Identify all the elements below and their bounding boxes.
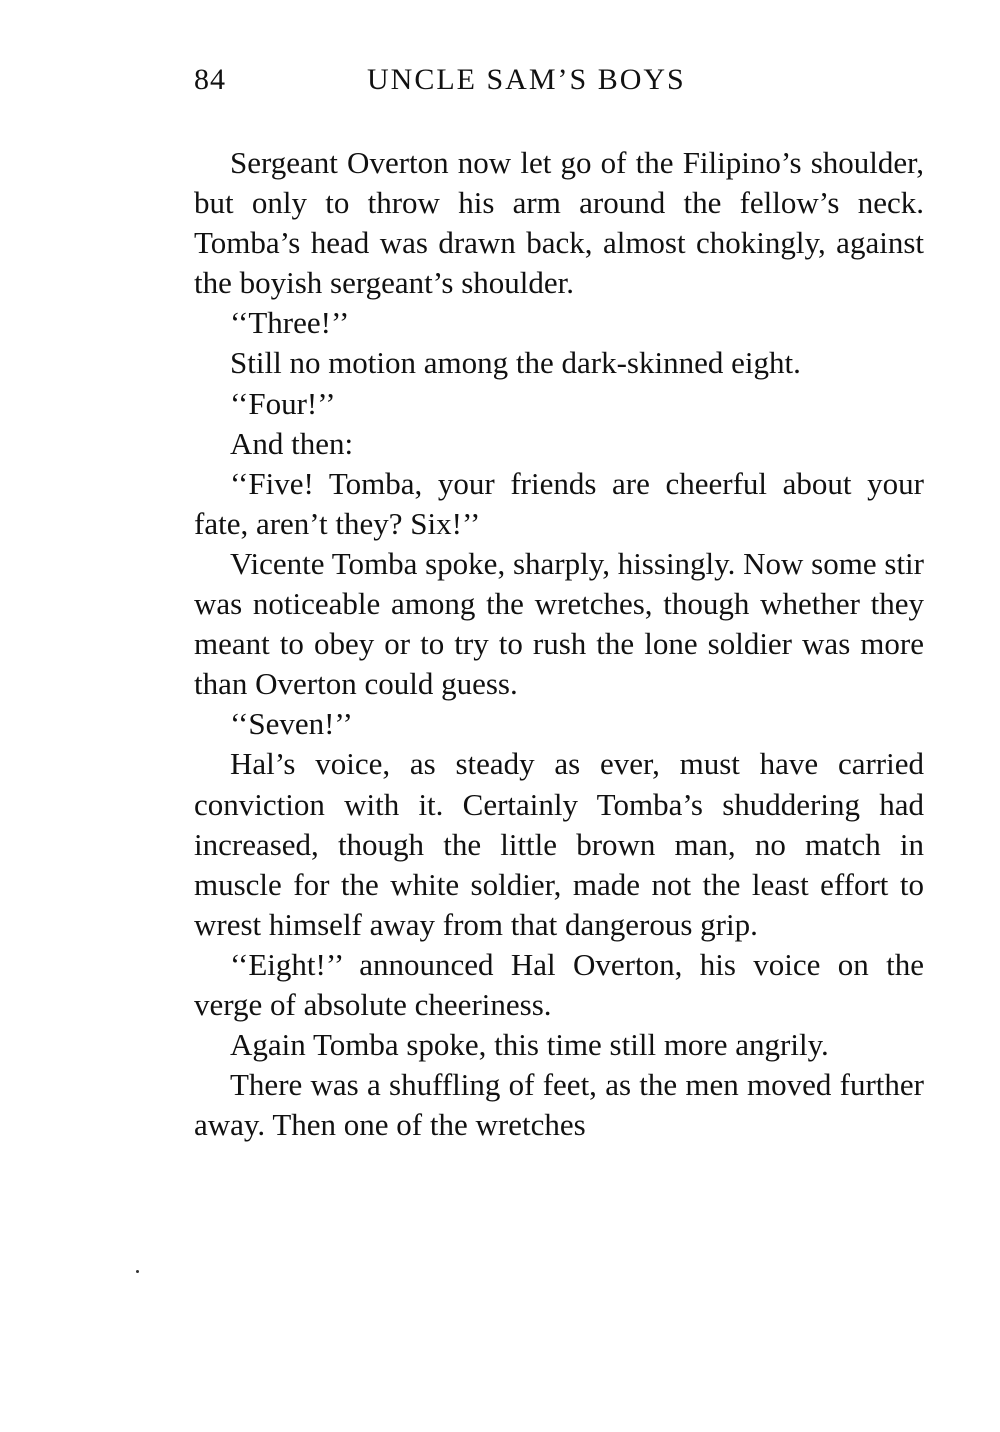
paragraph: Vicente Tomba spoke, sharply, hissingly. Now some stir was noticeable among the wretches, though whether they meant to obey or to try to rush the lone soldier was more than Overton could guess. bbox=[194, 545, 924, 702]
paragraph: There was a shuffling of feet, as the men moved further away. Then one of the wretches bbox=[194, 1067, 924, 1143]
paragraph: ‘‘Four!’’ bbox=[230, 385, 336, 421]
paragraph: Still no motion among the dark-skinned eight. bbox=[230, 345, 801, 381]
paragraph: ‘‘Three!’’ bbox=[230, 305, 350, 341]
running-head bbox=[194, 60, 924, 100]
paragraph: Again Tomba spoke, this time still more angrily. bbox=[230, 1027, 829, 1063]
paragraph: Hal’s voice, as steady as ever, must have carried conviction with it. Certainly Tomba’s shuddering had increased, though the little brown man, no match in muscle for the white soldier, made not the least effort to wrest himself away from that dangerous grip. bbox=[194, 746, 924, 942]
paragraph: ‘‘Five! Tomba, your friends are cheerful about your fate, aren’t they? Six!’’ bbox=[194, 465, 924, 541]
paragraph: Sergeant Overton now let go of the Filipino’s shoulder, but only to throw his arm around the fellow’s neck. Tomba’s head was drawn back, almost chokingly, against the boyish sergeant’s shoulder. bbox=[194, 145, 924, 301]
body-text bbox=[194, 143, 924, 1145]
book-title: UNCLE SAM’S BOYS bbox=[367, 63, 686, 96]
paragraph: ‘‘Seven!’’ bbox=[230, 706, 353, 742]
margin-speck bbox=[136, 1270, 139, 1273]
page-number: 84 bbox=[194, 63, 226, 96]
paragraph: ‘‘Eight!’’ announced Hal Overton, his voice on the verge of absolute cheeriness. bbox=[194, 946, 924, 1022]
paragraph: And then: bbox=[230, 425, 354, 461]
